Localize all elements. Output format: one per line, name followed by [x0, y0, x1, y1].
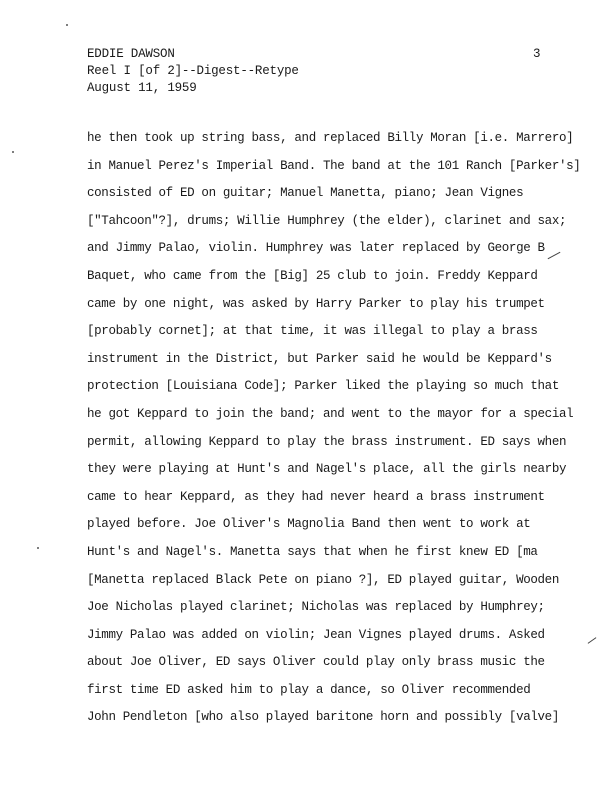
page-number: 3	[533, 47, 541, 61]
scan-speck	[12, 151, 14, 153]
text-line: about Joe Oliver, ED says Oliver could play only brass music the	[87, 655, 545, 670]
text-line: John Pendleton [who also played baritone horn and possibly [valve]	[87, 710, 559, 725]
interviewee-name: EDDIE DAWSON	[87, 47, 175, 61]
text-line: [Manetta replaced Black Pete on piano ?], ED played guitar, Wooden	[87, 572, 559, 587]
transcript-body	[87, 125, 587, 732]
text-line: he then took up string bass, and replaced Billy Moran [i.e. Marrero]	[87, 131, 574, 145]
text-line: came by one night, was asked by Harry Parker to play his trumpet	[87, 296, 545, 311]
text-line: consisted of ED on guitar; Manuel Manetta, piano; Jean Vignes	[87, 186, 524, 201]
text-line: he got Keppard to join the band; and went to the mayor for a special	[87, 406, 574, 421]
text-line: came to hear Keppard, as they had never heard a brass instrument	[87, 489, 545, 504]
handwritten-mark	[588, 637, 597, 644]
text-line: protection [Louisiana Code]; Parker liked the playing so much that	[87, 379, 559, 394]
text-line: and Jimmy Palao, violin. Humphrey was later replaced by George B	[87, 241, 545, 256]
text-line: played before. Joe Oliver's Magnolia Band then went to work at	[87, 517, 531, 532]
text-line: permit, allowing Keppard to play the brass instrument. ED says when	[87, 434, 567, 449]
text-line: in Manuel Perez's Imperial Band. The band at the 101 Ranch [Parker's]	[87, 158, 581, 173]
interview-date: August 11, 1959	[87, 81, 197, 95]
document-header	[87, 46, 299, 97]
text-line: Baquet, who came from the [Big] 25 club to join. Freddy Keppard	[87, 268, 538, 283]
text-line: first time ED asked him to play a dance, so Oliver recommended	[87, 682, 531, 697]
text-line: Joe Nicholas played clarinet; Nicholas was replaced by Humphrey;	[87, 600, 545, 615]
text-line: they were playing at Hunt's and Nagel's place, all the girls nearby	[87, 462, 567, 477]
text-line: instrument in the District, but Parker said he would be Keppard's	[87, 351, 552, 366]
text-line: [probably cornet]; at that time, it was illegal to play a brass	[87, 324, 538, 339]
reel-info: Reel I [of 2]--Digest--Retype	[87, 64, 299, 78]
scan-speck	[66, 24, 68, 26]
text-line: Hunt's and Nagel's. Manetta says that when he first knew ED [ma	[87, 544, 538, 559]
scan-speck	[37, 547, 39, 549]
text-line: ["Tahcoon"?], drums; Willie Humphrey (the elder), clarinet and sax;	[87, 213, 567, 228]
text-line: Jimmy Palao was added on violin; Jean Vignes played drums. Asked	[87, 627, 545, 642]
